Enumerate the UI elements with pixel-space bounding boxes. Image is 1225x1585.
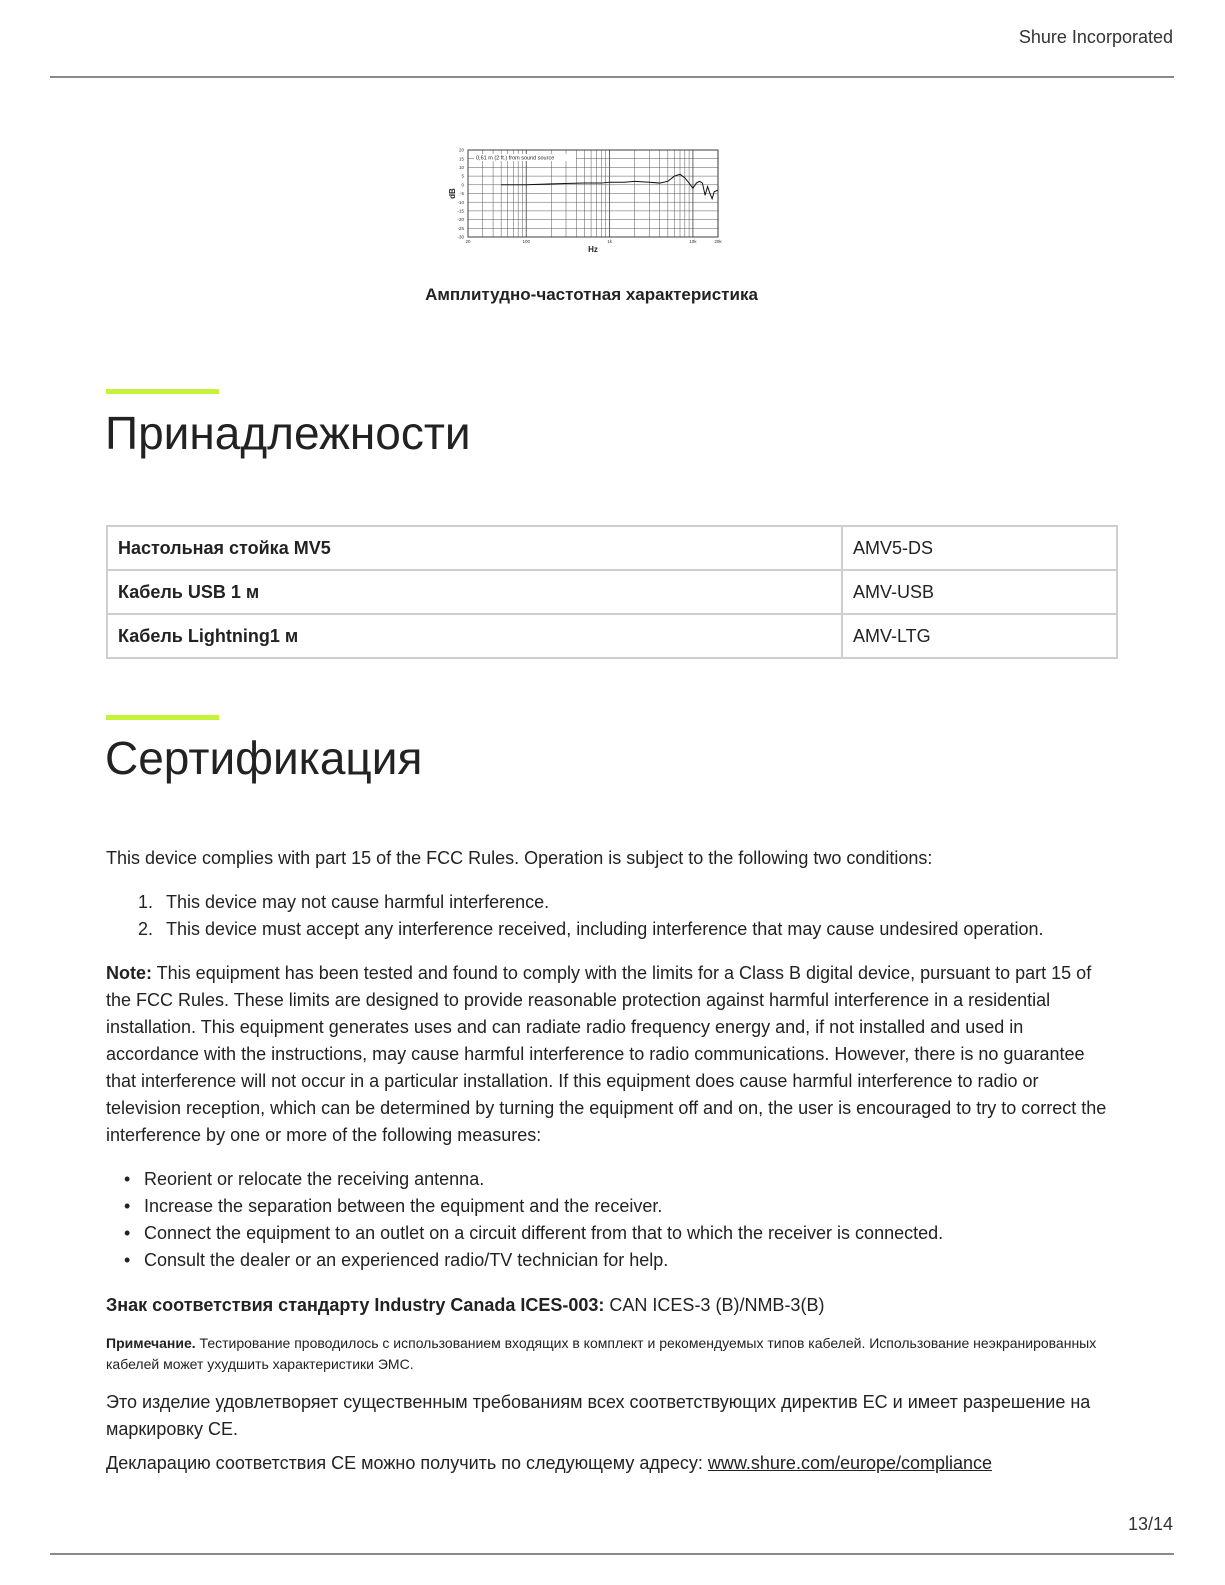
ce-statement: Это изделие удовлетворяет существенным требованиям всех соответствующих директив ЕС и имеет разрешение на маркировку CE. [106, 1392, 1091, 1439]
measure-text: Reorient or relocate the receiving antenna. [144, 1169, 485, 1189]
x-tick-label: 100 [522, 239, 531, 244]
bullet-icon: • [124, 1223, 131, 1243]
canada-label: Знак соответствия стандарту Industry Canada ICES-003: [106, 1295, 605, 1315]
fcc-note-text: This equipment has been tested and found to comply with the limits for a Class B digital device, pursuant to part 15 of the FCC Rules. These limits are designed to provide reasonable protection against harmful interference in a residential installation. This equipment generates uses and can radiate radio frequency energy and, if not installed and used in accordance with the instructions, may cause harmful interference to radio communications. However, there is no guarantee that interference will not occur in a particular installation. If this equipment does cause harmful interference to radio or television reception, which can be determined by turning the equipment off and on, the user is encouraged to try to correct the interference by one or more of the following measures: [106, 963, 1107, 1145]
measure-text: Consult the dealer or an experienced radio/TV technician for help. [144, 1250, 669, 1270]
ce-declaration [106, 1450, 1116, 1477]
page-number: 13/14 [1127, 1514, 1173, 1534]
measure-text: Connect the equipment to an outlet on a circuit different from that to which the receiver is connected. [144, 1223, 944, 1243]
x-axis-label: Hz [588, 245, 598, 254]
fcc-note [106, 960, 1116, 1149]
x-tick-label: 10k [689, 239, 697, 244]
accessory-row [107, 526, 1117, 570]
x-tick-label: 20 [465, 239, 471, 244]
accessories-accent-bar [106, 389, 219, 394]
measures-list [106, 1166, 1116, 1274]
chart-caption: Амплитудно-частотная характеристика [425, 285, 758, 304]
y-tick-label: 20 [458, 147, 464, 153]
bullet-icon: • [124, 1250, 131, 1270]
condition-text: This device must accept any interference received, including interference that may cause undesired operation. [166, 919, 1044, 939]
measure-item [106, 1193, 1116, 1220]
ce-declaration-text: Декларацию соответствия CE можно получить по следующему адресу: [106, 1453, 708, 1473]
accessory-name: Кабель Lightning1 м [107, 614, 842, 658]
condition-number: 1. [138, 892, 154, 912]
y-tick-label: -15 [457, 208, 464, 214]
fcc-note-label: Note: [106, 963, 152, 983]
y-tick-label: -5 [459, 191, 464, 197]
bullet-icon: • [124, 1196, 131, 1216]
measure-item [106, 1247, 1116, 1274]
accessories-table [106, 525, 1118, 659]
header-company: Shure Incorporated [1018, 27, 1173, 47]
fcc-conditions-list [106, 889, 1116, 943]
measure-item [106, 1220, 1116, 1247]
y-tick-label: 10 [458, 165, 464, 170]
accessory-code: AMV5-DS [842, 526, 1117, 570]
y-axis-label: dB [448, 188, 457, 199]
accessory-code: AMV-USB [842, 570, 1117, 614]
certification-accent-bar [106, 715, 219, 720]
emc-remark-label: Примечание. [106, 1335, 196, 1351]
condition-number: 2. [138, 919, 154, 939]
bullet-icon: • [124, 1169, 131, 1189]
y-tick-label: 0 [461, 182, 464, 188]
fcc-condition [106, 916, 1116, 943]
y-tick-label: -25 [457, 225, 464, 231]
x-tick-label: 1k [607, 239, 612, 244]
emc-remark-text: Тестирование проводилось с использованием входящих в комплект и рекомендуемых типов кабелей. Использование неэкранированных кабелей может ухудшить характеристики ЭМС. [106, 1335, 1097, 1372]
accessory-code: AMV-LTG [842, 614, 1117, 658]
certification-body [106, 845, 1116, 1477]
y-tick-label: -10 [457, 199, 464, 205]
y-tick-label: -30 [457, 234, 464, 240]
measure-item [106, 1166, 1116, 1193]
x-tick-label: 20k [714, 239, 722, 244]
footer-rule [50, 1553, 1174, 1555]
header-rule [50, 76, 1174, 78]
accessory-row [107, 570, 1117, 614]
frequency-response-chart [440, 142, 740, 262]
compliance-link[interactable]: www.shure.com/europe/compliance [707, 1453, 993, 1473]
y-tick-label: -20 [457, 217, 464, 223]
accessory-name: Кабель USB 1 м [107, 570, 842, 614]
accessory-row [107, 614, 1117, 658]
fcc-intro: This device complies with part 15 of the FCC Rules. Operation is subject to the following two conditions: [106, 848, 933, 868]
fcc-condition [106, 889, 1116, 916]
chart-annotation: 0,61 m (2 ft.) from sound source [476, 155, 555, 162]
emc-remark [106, 1333, 1116, 1375]
condition-text: This device may not cause harmful interference. [166, 892, 550, 912]
certification-heading: Сертификация [105, 732, 423, 784]
canada-compliance [106, 1292, 1116, 1319]
canada-value: CAN ICES-3 (B)/NMB-3(B) [604, 1295, 825, 1315]
measure-text: Increase the separation between the equipment and the receiver. [144, 1196, 663, 1216]
accessories-heading: Принадлежности [105, 407, 471, 459]
y-tick-label: 15 [458, 156, 464, 162]
accessory-name: Настольная стойка MV5 [107, 526, 842, 570]
y-tick-label: 5 [461, 173, 464, 179]
